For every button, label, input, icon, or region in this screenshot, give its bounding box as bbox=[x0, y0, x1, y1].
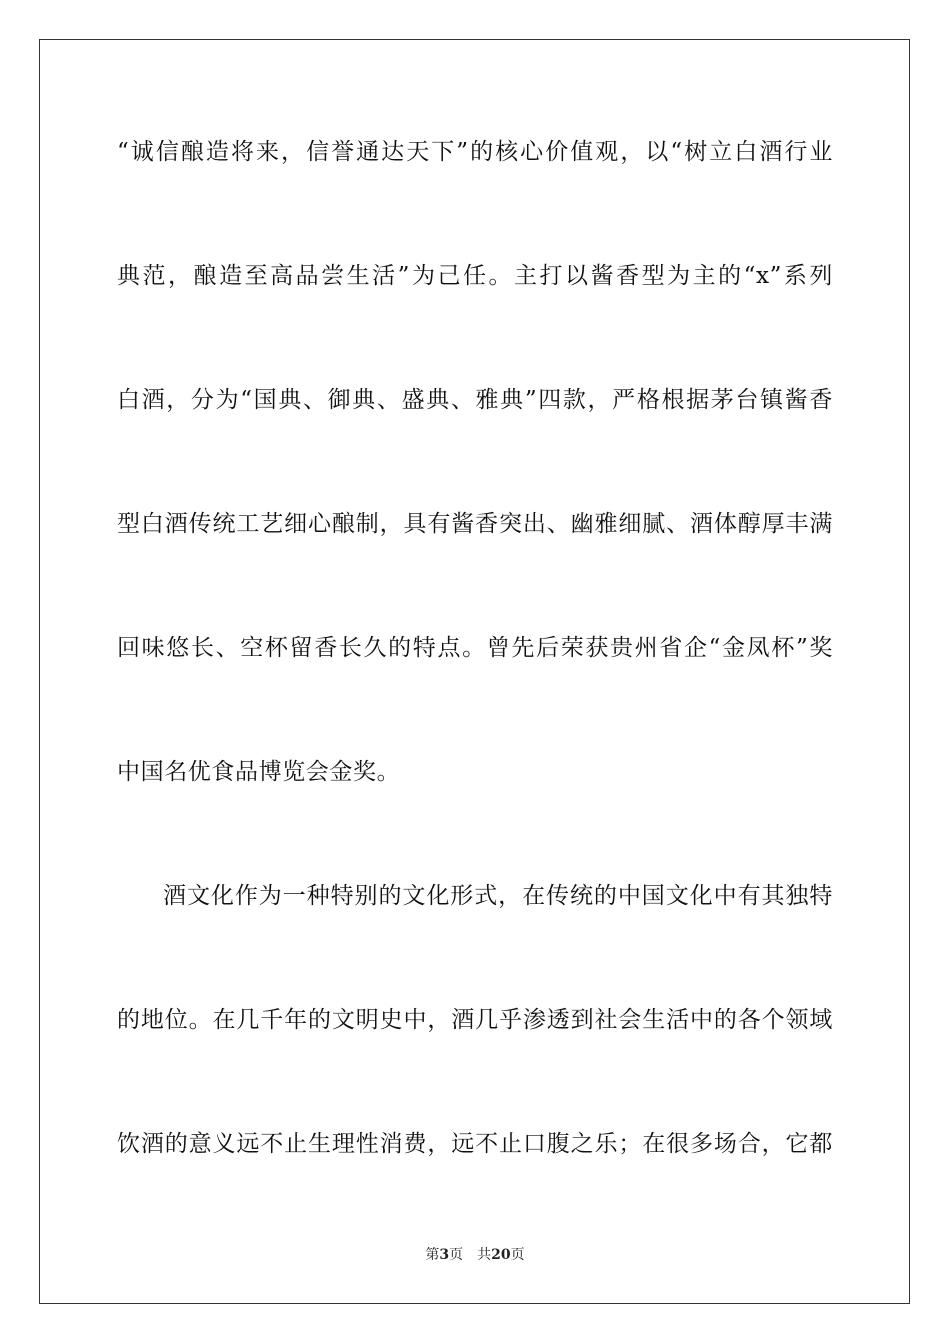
body-text-line-5: 回味悠长、空杯留香长久的特点。曾先后荣获贵州省企“金凤杯”奖 bbox=[117, 635, 833, 661]
body-text-line-4: 型白酒传统工艺细心酿制，具有酱香突出、幽雅细腻、酒体醇厚丰满 bbox=[117, 511, 833, 537]
body-text-line-6: 中国名优食品博览会金奖。 bbox=[117, 759, 401, 785]
body-text-line-1: “诚信酿造将来，信誉通达天下”的核心价值观，以“树立白酒行业 bbox=[117, 139, 833, 165]
page-prefix: 第 bbox=[425, 1247, 440, 1263]
body-text-line-9: 饮酒的意义远不止生理性消费，远不止口腹之乐；在很多场合，它都 bbox=[117, 1131, 833, 1157]
total-prefix: 共 bbox=[477, 1247, 492, 1263]
total-pages: 20 bbox=[491, 1247, 511, 1263]
page-suffix: 页 bbox=[449, 1247, 464, 1263]
total-suffix: 页 bbox=[510, 1247, 525, 1263]
page-footer bbox=[0, 1246, 950, 1264]
body-text-line-2: 典范，酿造至高品尝生活”为己任。主打以酱香型为主的“x”系列 bbox=[117, 263, 833, 289]
body-text-line-7: 酒文化作为一种特别的文化形式，在传统的中国文化中有其独特 bbox=[163, 883, 833, 909]
body-text-line-3: 白酒，分为“国典、御典、盛典、雅典”四款，严格根据茅台镇酱香 bbox=[117, 387, 833, 413]
body-text-line-8: 的地位。在几千年的文明史中，酒几乎渗透到社会生活中的各个领域 bbox=[117, 1007, 833, 1033]
page-number: 3 bbox=[439, 1247, 450, 1263]
page-border bbox=[39, 39, 910, 1304]
